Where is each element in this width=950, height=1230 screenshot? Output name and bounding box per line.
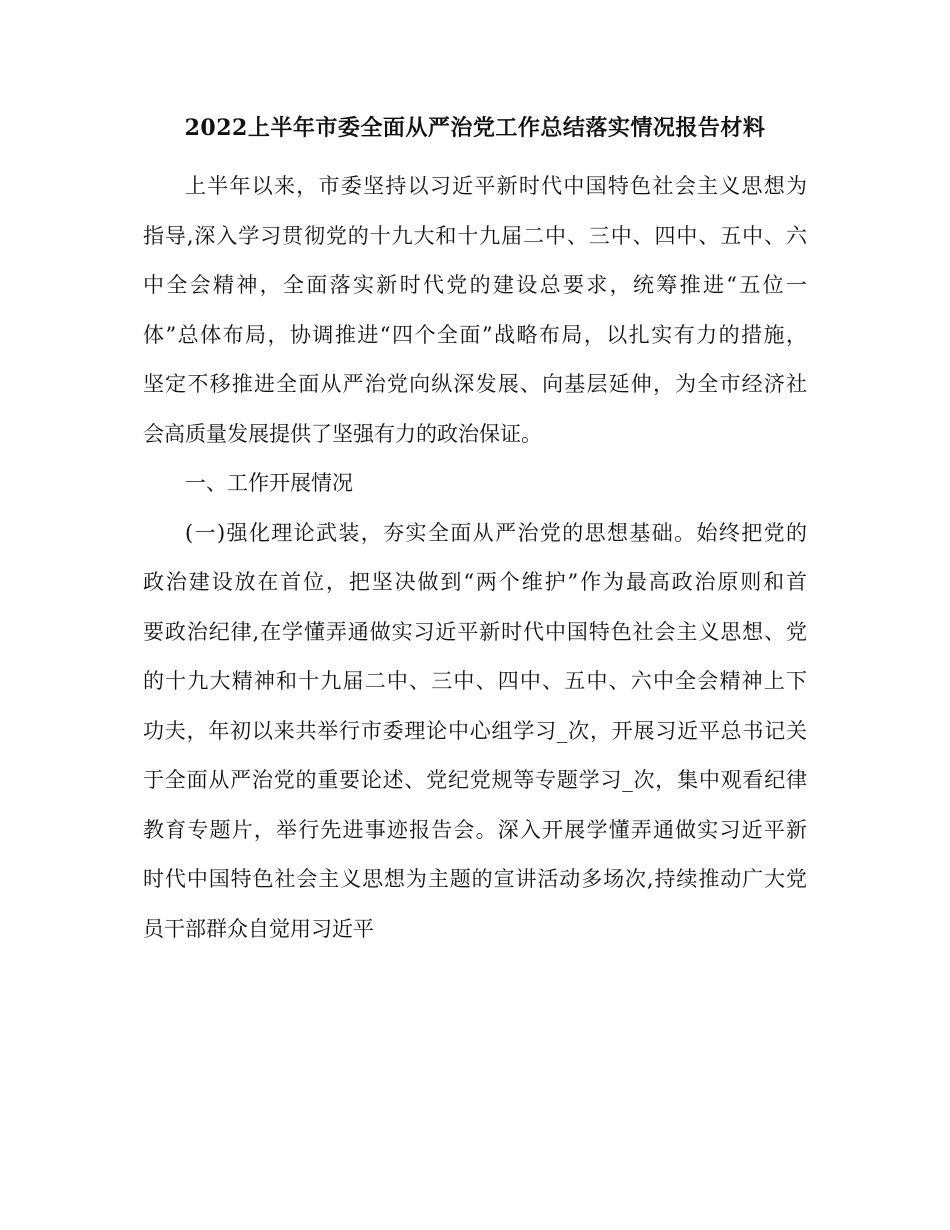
text-line: 于全面从严治党的重要论述、党纪党规等专题学习_次，集中观看纪律	[143, 768, 807, 792]
text-line: 体”总体布局，协调推进“四个全面”战略布局，以扎实有力的措施，	[143, 322, 807, 347]
text-line: 上半年以来，市委坚持以习近平新时代中国特色社会主义思想为	[185, 174, 807, 198]
text-line: 会高质量发展提供了坚强有力的政治保证。	[143, 421, 542, 446]
text-line: 员干部群众自觉用习近平	[143, 916, 374, 941]
document-body	[143, 162, 807, 954]
document-title: 2022上半年市委全面从严治党工作总结落实情况报告材料	[184, 115, 766, 141]
text-line: 一、工作开展情况	[185, 471, 353, 495]
text-line: 时代中国特色社会主义思想为主题的宣讲活动多场次,持续推动广大党	[143, 867, 807, 891]
text-line: (一)强化理论武装，夯实全面从严治党的思想基础。始终把党的	[185, 520, 807, 545]
text-line: 政治建设放在首位，把坚决做到“两个维护”作为最高政治原则和首	[143, 570, 807, 594]
text-line: 功夫，年初以来共举行市委理论中心组学习_次，开展习近平总书记关	[143, 718, 807, 743]
text-line: 教育专题片，举行先进事迹报告会。深入开展学懂弄通做实习近平新	[143, 817, 807, 842]
text-line: 中全会精神，全面落实新时代党的建设总要求，统筹推进“五位一	[143, 273, 807, 297]
text-line: 的十九大精神和十九届二中、三中、四中、五中、六中全会精神上下	[143, 669, 807, 693]
text-line: 指导,深入学习贯彻党的十九大和十九届二中、三中、四中、五中、六	[143, 223, 807, 248]
text-line: 坚定不移推进全面从严治党向纵深发展、向基层延伸，为全市经济社	[143, 372, 807, 396]
text-line: 要政治纪律,在学懂弄通做实习近平新时代中国特色社会主义思想、党	[143, 619, 807, 644]
